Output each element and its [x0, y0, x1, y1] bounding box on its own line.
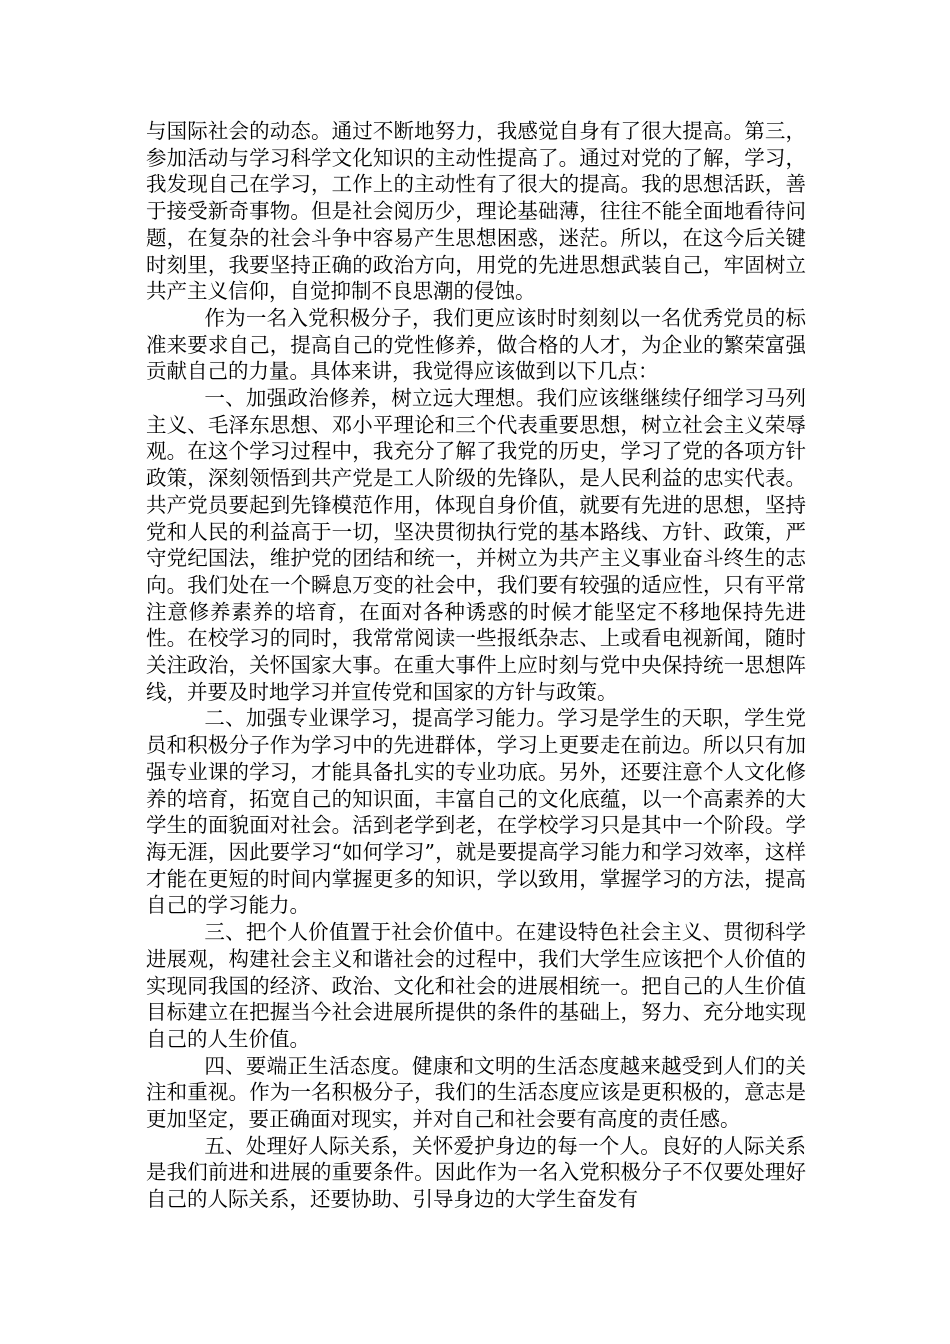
paragraph-1: 与国际社会的动态。通过不断地努力，我感觉自身有了很大提高。第三，参加活动与学习科学文化知识的主动性提高了。通过对党的了解，学习，我发现自己在学习，工作上的主动性有了很大的提高。我的思想活跃，善于接受新奇事物。但是社会阅历少，理论基础薄，往往不能全面地看待问题，在复杂的社会斗争中容易产生思想困惑，迷茫。所以，在这今后关键时刻里，我要坚持正确的政治方向，用党的先进思想武装自己，牢固树立共产主义信仰，自觉抑制不良思潮的侵蚀。	[146, 119, 806, 304]
paragraph-6: 四、要端正生活态度。健康和文明的生活态度越来越受到人们的关注和重视。作为一名积极分子，我们的生活态度应该是更积极的，意志是更加坚定，要正确面对现实，并对自己和社会要有高度的责任感。	[146, 1053, 806, 1132]
paragraph-4: 二、加强专业课学习，提高学习能力。学习是学生的天职，学生党员和积极分子作为学习中的先进群体，学习上更要走在前边。所以只有加强专业课的学习，才能具备扎实的专业功底。另外，还要注意个人文化修养的培育，拓宽自己的知识面，丰富自己的文化底蕴，以一个高素养的大学生的面貌面对社会。活到老学到老，在学校学习只是其中一个阶段。学海无涯，因此要学习“如何学习”，就是要提高学习能力和学习效率，这样才能在更短的时间内掌握更多的知识，学以致用，掌握学习的方法，提高自己的学习能力。	[146, 706, 806, 918]
paragraph-3: 一、加强政治修养，树立远大理想。我们应该继继续仔细学习马列主义、毛泽东思想、邓小平理论和三个代表重要思想，树立社会主义荣辱观。在这个学习过程中，我充分了解了我党的历史，学习了党的各项方针政策，深刻领悟到共产党是工人阶级的先锋队，是人民利益的忠实代表。共产党员要起到先锋模范作用，体现自身价值，就要有先进的思想，坚持党和人民的利益高于一切，坚决贯彻执行党的基本路线、方针、政策，严守党纪国法，维护党的团结和统一，并树立为共产主义事业奋斗终生的志向。我们处在一个瞬息万变的社会中，我们要有较强的适应性，只有平常注意修养素养的培育，在面对各种诱惑的时候才能坚定不移地保持先进性。在校学习的同时，我常常阅读一些报纸杂志、上或看电视新闻，随时关注政治，关怀国家大事。在重大事件上应时刻与党中央保持统一思想阵线，并要及时地学习并宣传党和国家的方针与政策。	[146, 386, 806, 704]
paragraph-7: 五、处理好人际关系，关怀爱护身边的每一个人。良好的人际关系是我们前进和进展的重要条件。因此作为一名入党积极分子不仅要处理好自己的人际关系，还要协助、引导身边的大学生奋发有	[146, 1133, 806, 1212]
document-body	[146, 118, 806, 1213]
paragraph-2: 作为一名入党积极分子，我们更应该时时刻刻以一名优秀党员的标准来要求自己，提高自己的党性修养，做合格的人才，为企业的繁荣富强贡献自己的力量。具体来讲，我觉得应该做到以下几点：	[146, 305, 806, 384]
paragraph-5: 三、把个人价值置于社会价值中。在建设特色社会主义、贯彻科学进展观，构建社会主义和谐社会的过程中，我们大学生应该把个人价值的实现同我国的经济、政治、文化和社会的进展相统一。把自己的人生价值目标建立在把握当今社会进展所提供的条件的基础上，努力、充分地实现自己的人生价值。	[146, 920, 806, 1051]
